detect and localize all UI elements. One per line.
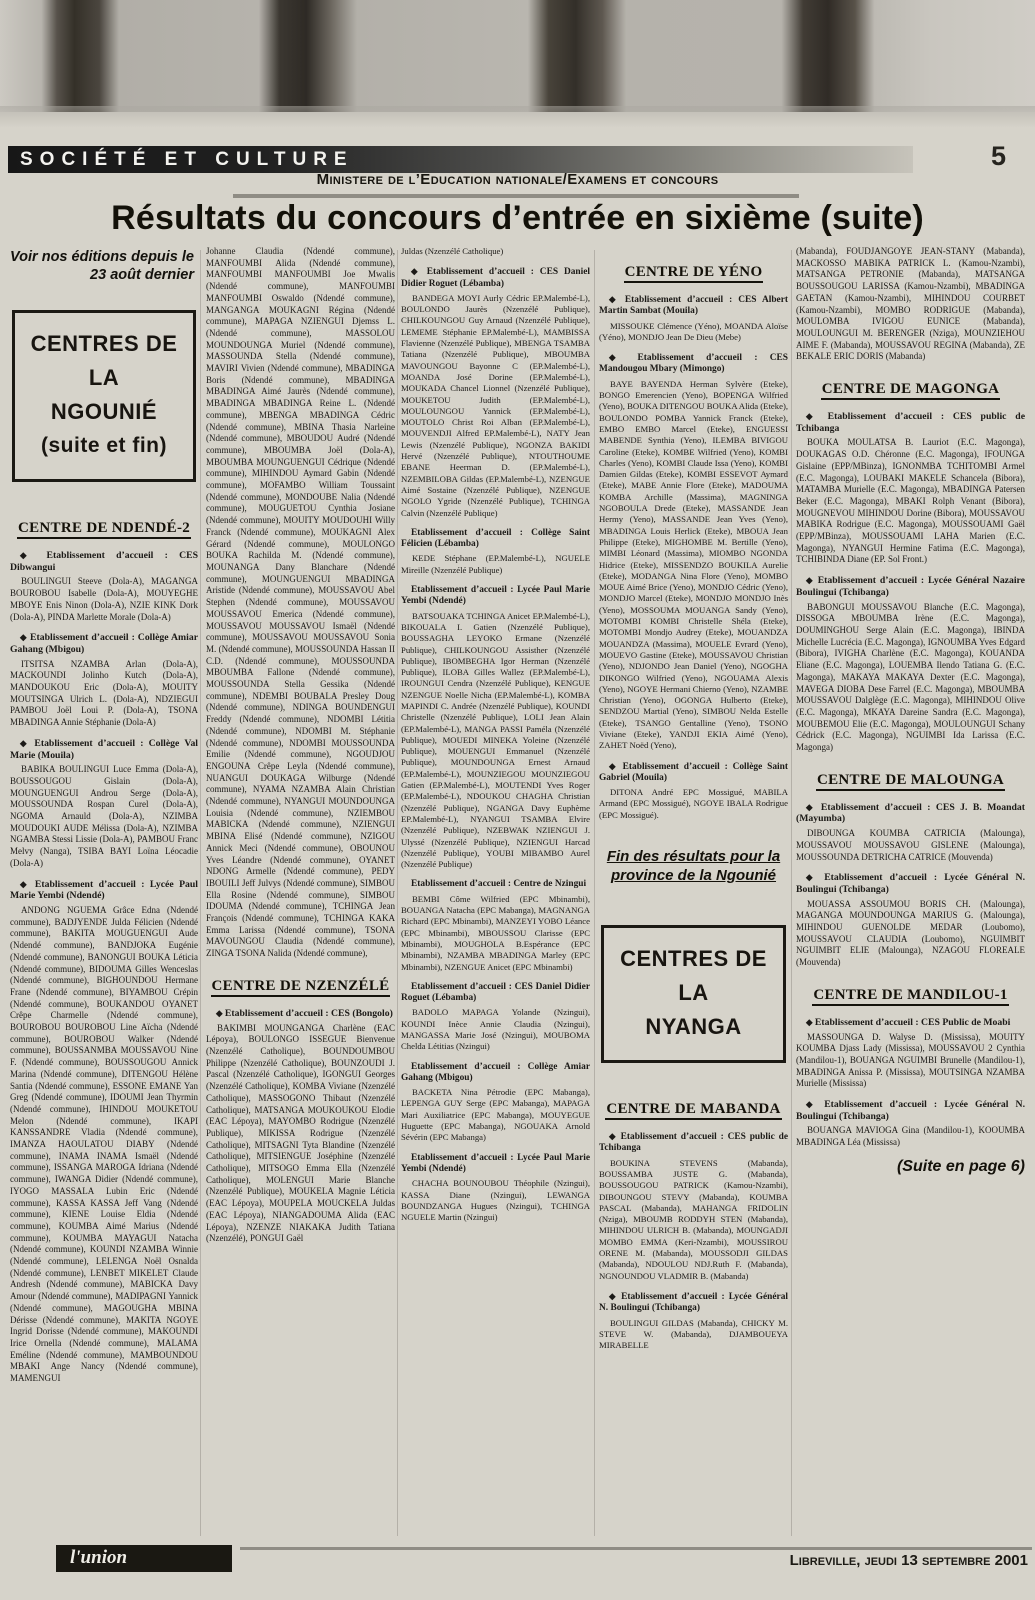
- scanned-photo-strip: [0, 0, 1035, 112]
- centre-heading: [206, 976, 395, 996]
- column-divider: [594, 250, 595, 1536]
- names-paragraph: MASSOUNGA D. Walyse D. (Mississa), MOUITY KOUMBA Djass Lady (Mississa), MOUSSAVOU 2 Cynthia (Mandilou-1), BOUANGA NGUIMBI Brunelle (Mandilou-1), MBADINGA Anissa P. (Mississa), MOUTSINGA NZAMBA Murielle (Mississa): [796, 1031, 1025, 1089]
- newspaper-column-1: [10, 246, 198, 1540]
- photo-strip-fade: [0, 106, 1035, 128]
- diamond-bullet-icon: ◆: [216, 1007, 225, 1018]
- section-title-line: CENTRES DE LA: [620, 946, 767, 1006]
- centre-heading: [599, 262, 788, 282]
- etablissement-header: ◆ Etablissement d’accueil : Collège Val Marie (Mouila): [10, 737, 198, 761]
- kicker-underline-rule: [233, 194, 799, 198]
- etablissement-header: ◆ Etablissement d’accueil : Lycée Général N. Boulingui (Tchibanga): [796, 872, 1025, 895]
- etablissement-header: Etablissement d’accueil : Centre de Nzingui: [411, 879, 587, 890]
- diamond-bullet-icon: ◆: [609, 294, 625, 304]
- diamond-bullet-icon: ◆: [806, 801, 821, 812]
- etablissement-header: Etablissement d’accueil : Lycée Paul Marie Yembi (Ndendé): [401, 1152, 590, 1174]
- etablissement-header: ◆ Etablissement d’accueil : CES Mandougou Mbary (Mimongo): [599, 352, 788, 375]
- etablissement-header: ◆ Etablissement d’accueil : Collège Saint Gabriel (Mouila): [599, 760, 788, 783]
- footer-date-line: Libreville, jeudi 13 septembre 2001: [789, 1552, 1028, 1569]
- etablissement-header: Etablissement d’accueil : Lycée Paul Marie Yembi (Ndendé): [401, 585, 590, 607]
- etablissement-header: ◆ Etablissement d’accueil : CES Dibwangui: [10, 550, 198, 573]
- diamond-bullet-icon: ◆: [20, 737, 35, 748]
- names-paragraph: BAKIMBI MOUNGANGA Charlène (EAC Lépoya), BOULONGO ISSEGUE Bienvenue (Nzenzélé Catholique), BOUNDOUMBOU Philippe (Nzenzélé Catholique), BOUNZOUDI J. Pascal (Nzenzélé Catholique), IGONGUI Georges (Nzenzélé Catholique), KOMBA Viviane (Nzenzélé Catholique), MASSOGONO Thibaut (Nzenzélé Catholique), MATSANGA MOUKOUKOU Elodie (EAC Lépoya), MAYOMBO Rodrigue (Nzenzélé Publique), MIKISSA Rodrigue (Nzenzélé Catholique), MITSAGNI Tyta Blandine (Nzenzélé Catholique), MITSIENGUE Joséphine (Nzenzélé Catholique), MITSOGO Emma Ella (Nzenzélé Catholique), MOLENGUI Marie Blanche (Nzenzélé Publique), MOUKELA Magnie Léticia (EAC Lépoya), MOUPELA MOUCKELA Juldas (EAC Lépoya), NIANGADOUMA Alida (EAC Lépoya), NZENZE NIAKAKA Judith Tatiana (Nzenzélé), PONGUI Gaël: [206, 1022, 395, 1244]
- section-title-line: CENTRES DE LA: [30, 331, 178, 390]
- names-paragraph: CHACHA BOUNOUBOU Théophile (Nzingui), KASSA Diane (Nzingui), LEWANGA BOUNDZANGA Hugues (Nzingui), TCHINGA NGUELE Martin (Nzingui): [401, 1178, 590, 1223]
- diamond-bullet-icon: ◆: [609, 760, 623, 771]
- names-paragraph: BATSOUAKA TCHINGA Anicet EP.Malembé-L), BIKOUALA I. Gatien (Nzenzélé Publique), BOUSSAGHA LEYOKO Ermane (Nzenzélé Publique), CHILKOUNGOU Assisther (Nzenzélé Publique), IBOMBEGHA Igor Herman (Nzenzélé Publique), ILOBA Gilles Wallez (EP.Malembé-L), IROUNGUI Cendra (Nzenzélé Publique), KENGUE NZENGUE Noelle Nicha (EP.Malembé-L), KOMBA MAPINDI C. Andrée (Nzenzélé Publique), KOUNDI Christelle (Nzenzélé Publique), LOLI Jean Alain (EP.Malembé-L), MANGA PASSI Paméla (Nzenzélé Publique), MOUEDI MINEKA Yoleine (Nzenzélé Publique), MOUENGUI Emmanuel (Nzenzélé Publique), MOUNDOUNGA Ernest Arnaud (EP.Malembé-L), MOUNZIEGOU MOUNZIEGOU Gatien (EP.Malembé-L), MOUTENDI Yves Roger (EP.Malembé-L), NDOUKOU CHAGHA Christian (Nzenzélé Publique), NGANGA Davy Euphème EP.Malembé-L), NYANGUI TSAMBA Elvire (Nzenzélé Publique), NZEBWAK NZIENGUI J. Ulyssé (Nzenzélé Publique), NZIENGUI Harcad (Nzenzélé Publique), YOUBI MIBAMBO Aurel (Nzenzélé Publique): [401, 610, 590, 870]
- section-title-line: NYANGA: [645, 1014, 742, 1040]
- editions-note: Voir nos éditions depuis le 23 août dernier: [10, 249, 194, 283]
- column-divider: [200, 250, 201, 1536]
- centre-heading-text: CENTRE DE YÉNO: [624, 264, 764, 283]
- centre-heading: [599, 1099, 788, 1119]
- names-paragraph: BOUKINA STEVENS (Mabanda), BOUSSAMBA JUSTE G. (Mabanda), BOUSSOUGOU PATRICK (Kamou-Nzambi), DIBOUNGOU STEVY (Mabanda), KOUMBA PASCAL (Mabanda), MAHANGA FRIDOLIN (Nziga), MBOUMB RODDYH STEN (Mabanda), MIHINDOU ULRICH B. (Mabanda), MOUNGADJI MOMBO EMMA (Keri-Nzambi), MOUSSIROU ORENE M. (Mabanda), MOUSSODJI GILDAS (Mabanda), NDOULOU NDJ.Ruth F. (Mabanda), NGNOUNDOU VLADMIR B. (Mabanda): [599, 1157, 788, 1281]
- centre-heading: [10, 518, 198, 538]
- names-paragraph: MOUASSA ASSOUMOU BORIS CH. (Malounga), MAGANGA MOUNDOUNGA MARIUS G. (Malounga), MIHINDOU GUENOLDE MEDAR (Loubomo), MOUSSAVOU CLAUDIA (Loubomo), NGUIMBIT NGUIMBIT ELIE (Malounga), NZAGOU FLOREALE (Mouvenda): [796, 898, 1025, 968]
- names-paragraph: BABONGUI MOUSSAVOU Blanche (E.C. Magonga), DISSOGA MBOUMBA Irène (E.C. Magonga), DOUMINGHOU Serge Alain (E.C. Magonga), IBINDA Michelle Lucrécia (E.C. Magonga), IGNOUMBA Yves Edgard (Bibora), IVIGHA Charlène (E.C. Magonga), KOUANDA Eliane (E.C. Magonga), LOUEMBA Ilendo Tatiana G. (E.C. Magonga), MAKAYA MAKAYA Dexter (E.C. Magonga), MAVEGA DIOBA Dese Farrel (E.C. Magonga), MBOUMBA MOUSSAVOU Dalglège (E.C. Magonga), MIHINDOU Olive (E.C. Magonga), MKAYA Dareine Sandra (E.C. Magonga), MOUBEMOU Elie (E.C. Magonga), MOULOUNGUI Schany Cédrick (E.C. Magonga), NGUIMBI Ida Larissa (E.C. Magonga): [796, 601, 1025, 753]
- page-number: 5: [991, 141, 1007, 171]
- etablissement-header: Etablissement d’accueil : CES Daniel Didier Roguet (Lébamba): [401, 981, 590, 1004]
- centre-heading-text: CENTRE DE MALOUNGA: [816, 772, 1005, 791]
- column-divider: [791, 250, 792, 1536]
- names-paragraph: (Mabanda), FOUDJANGOYE JEAN-STANY (Mabanda), MACKOSSO MABIKA PATRICK L. (Kamou-Nzambi), MATSANGA PETRONIE (Mabanda), MATSANGA BOUSSOUGOU LARISSA (Kamou-Nzambi), MBADINGA GAETAN (Kamou-Nzambi), MIHINDOU COURBET (Kamou-Nzambi), MOMBO RODRIGUE (Mabanda), MOULOMBA IVIGOU EUNICE (Mabanda), MOULOUNGUI M. BERENGER (Nziga), MOUNZIEHOU AIME F. (Mabanda), MOUSSAVOU REGINA (Mabanda), ZE BEKALE ERIC DORIS (Mabanda): [796, 246, 1025, 362]
- diamond-bullet-icon: ◆: [20, 878, 35, 889]
- diamond-bullet-icon: ◆: [806, 1016, 815, 1027]
- section-title-line: (suite et fin): [41, 434, 167, 457]
- names-paragraph: DIBOUNGA KOUMBA CATRICIA (Malounga), MOUSSAVOU MOUSSAVOU GISLENE (Malounga), MOUSSOUNDA DETRICHA CATRICE (Mouvenda): [796, 828, 1025, 862]
- etablissement-header: ◆ Etablissement d’accueil : CES Public de Moabi: [806, 1016, 1011, 1028]
- names-paragraph: MISSOUKE Clémence (Yéno), MOANDA Aloïse (Yéno), MONDJO Jean De Dieu (Mebe): [599, 320, 788, 342]
- diamond-bullet-icon: ◆: [20, 632, 31, 643]
- newspaper-column-2: [206, 246, 395, 1540]
- centre-heading: [796, 985, 1025, 1005]
- newspaper-column-3: [401, 246, 590, 1540]
- etablissement-header: ◆ Etablissement d’accueil : Lycée Général N. Boulingui (Tchibanga): [599, 1290, 788, 1314]
- centre-heading-text: CENTRE DE NDENDÉ-2: [17, 520, 191, 539]
- names-paragraph: ANDONG NGUEMA Grâce Edna (Ndendé commune), BADJYENDE Julda Félicien (Ndendé commune), BAKITA MOUGUENGUI Aude (Ndendé commune), BANDJOKA Eugénie (Ndendé commune), BANONGUI BOUKA Léticia (Ndendé commune), BIDOUMA Gilles Wenceslas (Ndendé commune), BIGHOUNDOU Hermane Frane (Ndendé commune), BIYAMBOU Crépin (Ndendé commune), BOUKANDOU OYANET Crêpe Charmelle (Ndendé commune), BOUROBOU BOUROBOU Line Aïcha (Ndendé commune), BOUROBOU Walker (Ndendé commune), BOUSSANMBA MOUSSAVOU Nine F. (Ndendé commune), BOUSSOUGOU Annick Marina (Ndendé commune), DITENGOU Hélène Santia (Ndendé commune), ESSONE EMANE Yan Greg (Ndendé commune), IDOUMI Jean Thyrmin (Ndendé commune), IHINDOU MOUKETOU Melon (Ndendé commune), IKAPI KANSSANDRE Vladia (Ndendé commune), IMANZA HAOULATOU DIABY (Ndendé commune), INAMA INAMA Ismaël (Ndendé commune), ISSANGA MAROGA Idriana (Ndendé commune), IWANGA Didier (Ndendé commune), IYOGO MASSALA Lubin Eric (Ndendé commune), KASSA KASSA Jeff Vang (Ndendé commune), KIENE Louise Eldia (Ndendé commune), KOUMBA Aimé Marius (Ndendé commune), KOUMBA MAYAGUI Natacha (Ndendé commune), KOUNDI NZAMBA Winnie (Ndendé commune), LELENGA Noël Osnalda (Ndendé commune), LENBET MIKELET Claude Andresh (Ndendé commune), MABICKA Davy Amour (Ndendé commune), MADIPAGNI Yannick (Ndendé commune), MAGOUGHA MBINA Dérisse (Ndendé commune), MAKITA NGOYE Ingrid Dorisse (Ndendé commune), MAKOUNDI Irice Ornella (Ndendé commune), MALAMA Eméline (Ndendé commune), MAMBOUNDOU MBAKI Ange Nancy (Ndendé commune), MAMENGUI: [10, 904, 198, 1384]
- section-title-box: [12, 310, 196, 482]
- names-paragraph: BOUKA MOULATSA B. Lauriot (E.C. Magonga), DOUKAGAS O.D. Chéronne (E.C. Magonga), IFOUNGA Gislaine (EPP/MBinza), IGNONMBA TCHITOMBI Armel (E.C. Magonga), LOUBAKI MAKELE Schancela (Bibora), MATAMBA Murielle (E.C. Magonga), MBADINGA Patersen Beker (E.C. Magonga), MBAKI Rolph Venant (Bibora), MOUGNEVOU MIHINDOU Dorine (Bibora), MOUSSAVOU MABIKA Rodrigue (E.C. Magonga), MOUSSOUAMI Gaël (EPP/MBinza), MOUSSOUAMI LAHA Marien (E.C. Magonga), NYANGUI Hermine Fatima (E.C. Magonga), TCHIBINDA Diane (EP. Sol Front.): [796, 437, 1025, 565]
- names-paragraph: Juldas (Nzenzélé Catholique): [401, 246, 504, 256]
- centre-heading: [796, 770, 1025, 790]
- etablissement-header: ◆ Etablissement d’accueil : CES public de Tchibanga: [599, 1131, 788, 1154]
- names-paragraph: Johanne Claudia (Ndendé commune), MANFOUMBI Alida (Ndendé commune), MANFOUMBI MANFOUMBI Joe Mwalis (Ndendé commune), MANFOUMBI MANFOUMBI Oswaldo (Ndendé commune), MANGANGA MOUKAGNI Régina (Ndendé commune), MAPAGA NZIENGUI Djemss L. (Ndendé commune), MASSOLOU MOUNDOUNGA Muriel (Ndendé commune), MASSOUNDA Stella (Ndendé commune), MAVIRI Vivien (Ndendé commune), MBADINGA Boris (Ndendé commune), MBADINGA MBADINGA Aimé Jaurès (Ndendé commune), MBADINGA MBADINGA Reine L. (Ndendé commune), MBENGA MBADINGA Cédric (Ndendé commune), MBINA Thasia Narleine (Ndendé commune), MBOUDOU Audré (Ndendé commune), MBOUMBA Joël (Dola-A), MBOUMBA MOUNGUENGUI Cédrique (Ndendé commune), MIHINDOU Aymard Gabin (Ndendé commune), MOFAMBO William Toussaint (Ndendé commune), MONDOUBE Nalia (Ndendé commune), MOUGUETOU Cynthia Josiane (Ndendé commune), MOUITY MOUDOUHI Willy Franck (Ndendé commune), MOUKAGNI Alex Gérard (Ndendé commune), MOULONGO BOUKA Rachilda M. (Ndendé commune), MOUNANGA Dany Blanchare (Ndendé commune), MOUNGUENGUI MBADINGA Aristide (Ndendé commune), MOUSSAVOU Abel Stephen (Ndendé commune), MOUSSAVOU MOUSSAVOU Emerica (Ndendé commune), MOUSSAVOU MOUSSAVOU Ismaël (Ndendé commune), MOUSSAVOU MOUSSAVOU Sonia M. (Ndendé commune), MOUSSOUNDA Hassan II C.D. (Ndendé commune), MOUSSOUNDA MBOUMBA Fallone (Ndendé commune), MOUSSOUNDA Stella Gessika (Ndendé commune), NDEMBI BOUBALA Presley Doug (Ndendé commune), NDINGA BOUNDENGUI Freddy (Ndendé commune), NDOMBI Létitia (Ndendé commune), NDOMBI M. Stéphanie (Ndendé commune), NDOMBI MOUSSOUNDA Emilie (Ndendé commune), NGOUDJOU ENGOUNA Crêpe Leyla (Ndendé commune), NUANGUI DOUKAGA Wilburge (Ndendé commune), NYAMA NZAMBA Alain Christian (Ndendé commune), NYANGUI MOUNDOUNGA Louisia (Ndendé commune), NZIEMBOU MABICKA (Ndendé commune), NZIENGUI MBINA Elisé (Ndendé commune), NZIGOU Annick Meci (Ndendé commune), OBOUNOU Yves Léandre (Ndendé commune), OYANET NDONG Armelle (Ndendé commune), PEDY IBOUILI Jeff Julvys (Ndendé commune), SIMBOU Ella Rosine (Ndendé commune), SIMBOU IDOUMA (Ndendé commune), TCHINGA Jean François (Ndendé commune), TCHINGA KAKA Emma Larissa (Ndendé commune), TSONA MAVOUNGOU Claudia (Ndendé commune), ZINGA TSONA Nalida (Ndendé commune),: [206, 246, 395, 959]
- diamond-bullet-icon: ◆: [806, 411, 828, 422]
- diamond-bullet-icon: ◆: [411, 266, 427, 277]
- kicker-line: Ministere de l’Education nationale/Examens et concours: [316, 171, 719, 188]
- etablissement-header: ◆ Etablissement d’accueil : CES Daniel Didier Roguet (Lébamba): [401, 266, 590, 289]
- continued-on-page-note: (Suite en page 6): [896, 1157, 1025, 1175]
- names-paragraph: KEDE Stéphane (EP.Malembé-L), NGUELE Mireille (Nzenzélé Publique): [401, 553, 590, 575]
- centre-heading: [796, 379, 1025, 399]
- section-title-line: NGOUNIÉ: [50, 399, 158, 424]
- etablissement-header: ◆ Etablissement d’accueil : CES Albert Martin Sambat (Mouila): [599, 294, 788, 317]
- fin-results-line: province de la Ngounié: [610, 867, 777, 885]
- diamond-bullet-icon: ◆: [609, 1131, 621, 1142]
- main-headline: Résultats du concours d’entrée en sixième (suite): [111, 199, 924, 237]
- names-paragraph: BACKETA Nina Pétrodie (EPC Mabanga), LEPENGA GUY Serge (EPC Mabanga), MAPAGA Mari Auxiliatrice (EPC Mabanga), MOUYEGUE Huguette (EPC Mabanga), NGOUAKA Arnold Sévérin (EPC Mabanga): [401, 1087, 590, 1143]
- names-paragraph: BOUANGA MAVIOGA Gina (Mandilou-1), KOOUMBA MBADINGA Léa (Mississa): [796, 1125, 1025, 1148]
- etablissement-header: ◆ Etablissement d’accueil : CES J. B. Moandat (Mayumba): [796, 801, 1025, 825]
- fin-results-line: Fin des résultats pour la: [606, 848, 781, 866]
- etablissement-header: ◆ Etablissement d’accueil : Collège Amiar Gahang (Mbigou): [10, 632, 198, 655]
- footer-rule: [240, 1547, 1032, 1550]
- names-paragraph: BOULINGUI Steeve (Dola-A), MAGANGA BOUROBOU Isabelle (Dola-A), MOUYEGHE MBOYE Enis Ninon (Dola-A), NZIE KINK Dork (Dola-A), PINDA Marlette Morale (Dola-A): [10, 576, 198, 622]
- diamond-bullet-icon: ◆: [806, 872, 825, 883]
- etablissement-header: ◆ Etablissement d’accueil : CES public de Tchibanga: [796, 411, 1025, 434]
- etablissement-header: Etablissement d’accueil : Collège Saint Félicien (Lébamba): [401, 527, 590, 550]
- etablissement-header: ◆ Etablissement d’accueil : Lycée Paul Marie Yembi (Ndendé): [10, 878, 198, 902]
- newspaper-logo: l'union: [56, 1545, 232, 1572]
- diamond-bullet-icon: ◆: [806, 1099, 825, 1110]
- names-paragraph: ITSITSA NZAMBA Arlan (Dola-A), MACKOUNDI Jolinho Kutch (Dola-A), MANDOUKOU Eric (Dola-A), MOUITY MOUTSINGA Ulrich L. (Dola-A), NDZIEGUI PAMBOU Joël Loui P. (Dola-A), TSONA MBADINGA Annie Stéphanie (Dola-A): [10, 658, 198, 728]
- names-paragraph: BAYE BAYENDA Herman Sylvère (Eteke), BONGO Emerencien (Yeno), BOPENGA Wilfried (Yeno), BOUKA DITENGOU BOUKA Alida (Eteke), BOULONDO POMBA Yannick Franck (Eteke), EMBO EMBO Marcel (Eteke), ENGUESSI MABENDE Synthia (Yeno), ILEMBA BIVIGOU Caroline (Eteke), KOMBE Wilfried (Yeno), KOMBI Charles (Yeno), KOMBI Claude Issa (Yeno), KOMBI Damien Gildas (Eteke), KOMBI ESSEVOT Aymard (Eteke), MABE Annie Flore (Eteke), MADOUMA KOMBA Archille (Massima), MAGNINGA NGOBOULA Drede (Eteke), MASSANDE Jean Hermy (Yeno), MASSANDE Jean Yves (Yeno), MBADINGA Louis Herlick (Eteke), MBOUA Jean Philippe (Eteke), MIGHOMBE M. Bertille (Yeno), MIMBI Léonard (Massima), MIOMBO NGONDA Hidrice (Eteke), MISSENDZO BOUKILA Aurelie (Eteke), MODANGA Nina Flore (Yeno), MOMBO MOUE Aimé Brice (Yeno), MONDJO Cédric (Yeno), MONDJO Marcel (Eteke), MONDJO MONDJO Inès (Yeno), MOSSOUMA MOUANGA Sandy (Yeno), MOTOMBI KOMBI Christelle Shéla (Eteke), MOTOMBI Mondjo Audrey (Eteke), MOUANDZA MOUANDZA (Massima), MOUELE Evrard (Yeno), MOUEVO Gastine (Eteke), MOUSSAVOU Christian (Yeno), NDJONDO Jean Daniel (Yeno), NGOGHA DIKONGO Wilfried (Yeno), NGOUAMA Alexis (Yeno), NGOYE Hermani Chierno (Yeno), NZAMBE Christian (Yeno), OGONGA Hulberto (Eteke), SENDZOU Martial (Yeno), SIMBOU Nelda Estelle (Eteke), TSANGO Gentalline (Yeno), TSONO Viviane (Eteke), YANDJI EKIA Aimé (Yeno), ZAHET Noëd (Yeno),: [599, 378, 788, 751]
- etablissement-header: ◆ Etablissement d’accueil : Lycée Général Nazaire Boulingui (Tchibanga): [796, 575, 1025, 598]
- section-banner: SOCIÉTÉ ET CULTURE: [8, 146, 913, 173]
- centre-heading-text: CENTRE DE NZENZÉLÉ: [211, 978, 391, 997]
- centre-heading-text: CENTRE DE MABANDA: [605, 1101, 781, 1120]
- fin-results-note: [599, 847, 788, 885]
- names-paragraph: BANDEGA MOYI Aurly Cédric EP.Malembé-L), BOULONDO Jaurès (Nzenzélé Publique), CHILKOUNGOU Guy Arnaud (Nzenzélé Publique), LEMEME Stéphanie EP.Malembé-L), MAMBISSA Flavienne (Nzenzélé Publique), MBENGA TSAMBA Tatiana (Nzenzélé Publique), MBOUMBA MAVOUNGOU Bayonne C (EP.Malembé-L), MOANDA José Dorine (EP.Malembé-L), MOUKADA Chancel Lionnel (Nzenzélé Publique), MOUKETOU Judith (EP.Malembé-L), MOULOUNGOU Yannick (EP.Malembé-L), MOUTOLO Christ Roi Alban (EP.Malembé-L), MOUVENDJI Alfred EP.Malembé-L), NATY Jean Lewis (Nzenzélé Publique), NGONZA BAKIDI Hervé (Nzenzélé Publique), NTOUTHOUME EBANE Heerman D. (EP.Malembé-L), NZEMBILOBA Gildas (EP.Malembé-L), NZENGUE Aimé Sostaine (Nzenzélé Publique), NZENGUE NGOLO Ygride (Nzenzélé Publique), TCHINGA Calvin (Nzenzélé Publique): [401, 292, 590, 518]
- etablissement-header: Etablissement d’accueil : Collège Amiar Gahang (Mbigou): [401, 1061, 590, 1083]
- names-paragraph: BEMBI Côme Wilfried (EPC Mbinambi), BOUANGA Natacha (EPC Mabanga), MAGNANGA Richard (EPC Mbinambi), MANZEYI YOBO Léance (EPC Mbinambi), MBOUSSOU Clarisse (EPC Mbinambi), MOUGHOLA B.Espérance (EPC Mbinambi), NZAMBA MBADINGA Marley (EPC Mbinambi), NZENGUE Anicet (EPC Mbinambi): [401, 893, 590, 972]
- diamond-bullet-icon: ◆: [609, 1290, 622, 1301]
- newspaper-column-5: [796, 246, 1025, 1540]
- diamond-bullet-icon: ◆: [20, 550, 47, 560]
- names-paragraph: BOULINGUI GILDAS (Mabanda), CHICKY M. STEVE W. (Mabanda), DJAMBOUEYA MIRABELLE: [599, 1317, 788, 1351]
- column-divider: [397, 250, 398, 1536]
- names-paragraph: BABIKA BOULINGUI Luce Emma (Dola-A), BOUSSOUGOU Gislain (Dola-A), MOUNGUENGUI Androu Serge (Dola-A), MOUSSOUNDA Rospan Curel (Dola-A), NGOMA Arnauld (Dola-A), NZIMBA MOUDOUKI AUDE Mélissa (Dola-A), NZIMBA NGAMBA Stessi Lissie (Dola-A), PAMBOU Franc Melvy (Nanga), TSIBA BAYI Loïna Léocadie (Dola-A): [10, 764, 198, 868]
- etablissement-header: ◆ Etablissement d’accueil : CES (Bongolo): [216, 1007, 393, 1019]
- etablissement-header: ◆ Etablissement d’accueil : Lycée Général N. Boulingui (Tchibanga): [796, 1099, 1025, 1122]
- centre-heading-text: CENTRE DE MAGONGA: [821, 381, 1001, 400]
- names-paragraph: BADOLO MAPAGA Yolande (Nzingui), KOUNDI Inèce Annie Claudia (Nzingui), MANGASSA Marie José (Nzingui), MOUBOMA Chelda Létitias (Nzingui): [401, 1007, 590, 1052]
- section-title-box: [601, 925, 786, 1063]
- diamond-bullet-icon: ◆: [806, 575, 818, 586]
- centre-heading-text: CENTRE DE MANDILOU-1: [812, 987, 1008, 1006]
- diamond-bullet-icon: ◆: [609, 352, 638, 363]
- names-paragraph: DITONA André EPC Mossigué, MABILA Armand (EPC Mossigué), NGOYE IBALA Rodrigue (EPC Mossigué).: [599, 787, 788, 820]
- newspaper-column-4: [599, 246, 788, 1540]
